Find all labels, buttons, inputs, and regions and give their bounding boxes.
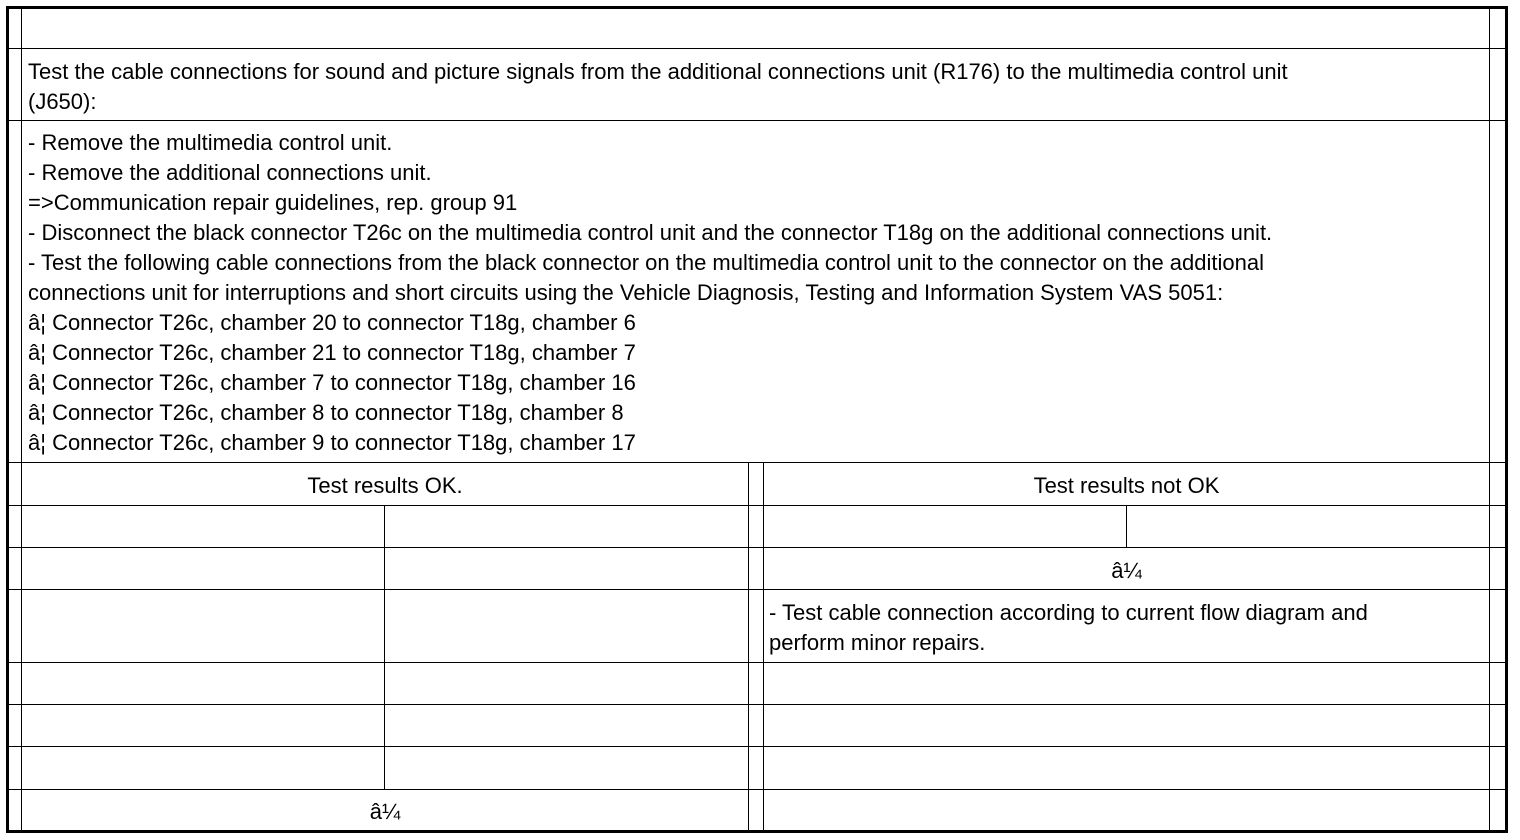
row-line xyxy=(6,704,1508,705)
frame-left xyxy=(6,6,9,833)
margin-right-line xyxy=(1489,6,1490,833)
step-remove-multimedia: - Remove the multimedia control unit. xyxy=(28,130,393,155)
connection-item: â¦ Connector T26c, chamber 20 to connector T18g, chamber 6 xyxy=(28,310,636,335)
row-line xyxy=(6,746,1508,747)
row-line xyxy=(6,120,1508,121)
row-line xyxy=(6,589,1508,590)
connection-item: â¦ Connector T26c, chamber 21 to connector T18g, chamber 7 xyxy=(28,340,636,365)
result-not-ok-label: Test results not OK xyxy=(1033,473,1220,498)
split-col-right xyxy=(763,462,764,833)
not-ok-action-line-2: perform minor repairs. xyxy=(769,630,986,655)
not-ok-sub-col xyxy=(1126,505,1127,547)
step-remove-connections: - Remove the additional connections unit. xyxy=(28,160,432,185)
ok-arrow-icon: â¼ xyxy=(369,799,401,824)
ok-sub-col xyxy=(384,505,385,789)
frame-right xyxy=(1505,6,1508,833)
frame-bottom xyxy=(6,830,1508,833)
step-test-line-1: - Test the following cable connections from the black connector on the multimedia control unit to the connector on the additional xyxy=(28,250,1264,275)
connection-item: â¦ Connector T26c, chamber 8 to connector T18g, chamber 8 xyxy=(28,400,624,425)
row-line xyxy=(6,789,1508,790)
row-line xyxy=(6,462,1508,463)
frame-top xyxy=(6,6,1508,9)
step-disconnect: - Disconnect the black connector T26c on the multimedia control unit and the connector T18g on the additional connections unit. xyxy=(28,220,1273,245)
margin-left-line xyxy=(21,6,22,833)
result-ok-label: Test results OK. xyxy=(307,473,463,498)
not-ok-action-line-1: - Test cable connection according to current flow diagram and xyxy=(769,600,1368,625)
step-reference: =>Communication repair guidelines, rep. group 91 xyxy=(28,190,518,215)
row-line xyxy=(6,48,1508,49)
split-col-left xyxy=(748,462,749,833)
step-test-line-2: connections unit for interruptions and short circuits using the Vehicle Diagnosis, Testing and Information System VAS 5051: xyxy=(28,280,1224,305)
row-line xyxy=(6,662,1508,663)
row-line xyxy=(6,505,1508,506)
heading-line-2: (J650): xyxy=(28,89,97,114)
connection-item: â¦ Connector T26c, chamber 7 to connector T18g, chamber 16 xyxy=(28,370,636,395)
heading-line-1: Test the cable connections for sound and picture signals from the additional connections unit (R176) to the multimedia control unit xyxy=(28,59,1288,84)
row-line xyxy=(6,547,1508,548)
connection-item: â¦ Connector T26c, chamber 9 to connector T18g, chamber 17 xyxy=(28,430,636,455)
not-ok-arrow-icon: â¼ xyxy=(1111,558,1142,583)
